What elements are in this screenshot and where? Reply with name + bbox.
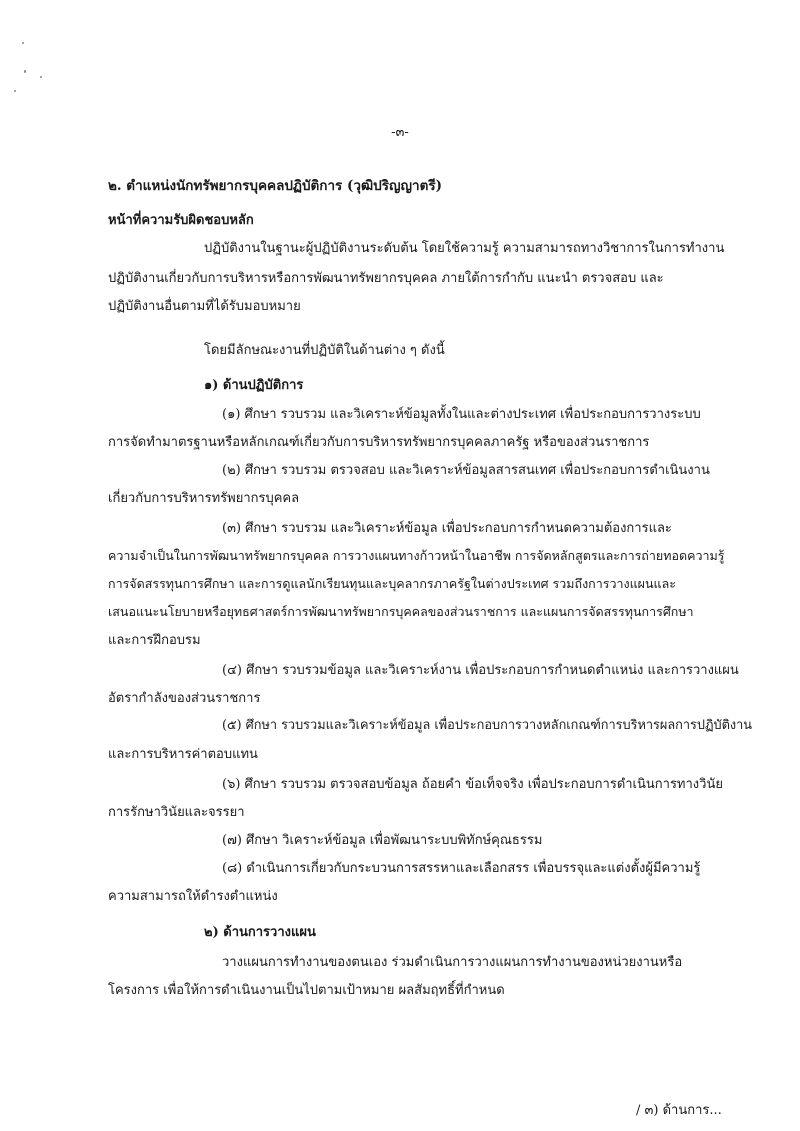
work-characteristics-lead: โดยมีลักษณะงานที่ปฏิบัติในด้านต่าง ๆ ดังนี้: [204, 343, 445, 358]
planning-text-cont: โครงการ เพื่อให้การดำเนินงานเป็นไปตามเป้าหมาย ผลสัมฤทธิ์ที่กำหนด: [108, 983, 505, 998]
position-heading: ๒. ตำแหน่งนักทรัพยากรบุคคลปฏิบัติการ (วุฒิปริญญาตรี): [108, 178, 442, 194]
intro-line: ปฏิบัติงานอื่นตามที่ได้รับมอบหมาย: [108, 299, 301, 314]
scan-speck: [22, 42, 24, 44]
operation-item-6: (๖) ศึกษา รวบรวม ตรวจสอบข้อมูล ถ้อยคำ ข้อเท็จจริง เพื่อประกอบการดำเนินการทางวินัย: [222, 777, 723, 792]
operation-item-8: (๘) ดำเนินการเกี่ยวกับกระบวนการสรรหาและเลือกสรร เพื่อบรรจุและแต่งตั้งผู้มีความรู้: [222, 861, 701, 876]
operation-item-2-cont: เกี่ยวกับการบริหารทรัพยากรบุคคล: [108, 491, 300, 506]
operation-item-3-cont: ความจำเป็นในการพัฒนาทรัพยากรบุคคล การวางแผนทางก้าวหน้าในอาชีพ การจัดหลักสูตรและการถ่ายทอดความรู้: [108, 548, 725, 563]
operation-item-2: (๒) ศึกษา รวบรวม ตรวจสอบ และวิเคราะห์ข้อมูลสารสนเทศ เพื่อประกอบการดำเนินงาน: [222, 463, 710, 478]
operation-item-8-cont: ความสามารถให้ดำรงตำแหน่ง: [108, 889, 278, 904]
operation-item-6-cont: การรักษาวินัยและจรรยา: [108, 805, 245, 820]
scan-speck: [14, 90, 16, 92]
operation-item-7: (๗) ศึกษา วิเคราะห์ข้อมูล เพื่อพัฒนาระบบพิทักษ์คุณธรรม: [222, 833, 543, 848]
scan-speck: [24, 70, 26, 73]
planning-text: วางแผนการทำงานของตนเอง ร่วมดำเนินการวางแผนการทำงานของหน่วยงานหรือ: [222, 955, 683, 970]
operation-item-3-cont: การจัดสรรทุนการศึกษา และการดูแลนักเรียนทุนและบุคลากรภาครัฐในต่างประเทศ รวมถึงการวางแผนและ: [108, 576, 676, 591]
responsibilities-heading: หน้าที่ความรับผิดชอบหลัก: [108, 213, 254, 228]
page-number: -๓-: [391, 125, 409, 140]
operation-item-1-cont: การจัดทำมาตรฐานหรือหลักเกณฑ์เกี่ยวกับการบริหารทรัพยากรบุคคลภาครัฐ หรือของส่วนราชการ: [108, 435, 650, 450]
operation-item-5-cont: และการบริหารค่าตอบแทน: [108, 747, 258, 762]
operation-item-1: (๑) ศึกษา รวบรวม และวิเคราะห์ข้อมูลทั้งในและต่างประเทศ เพื่อประกอบการวางระบบ: [222, 407, 701, 422]
intro-line: ปฏิบัติงานในฐานะผู้ปฏิบัติงานระดับต้น โดยใช้ความรู้ ความสามารถทางวิชาการในการทำงาน: [204, 241, 725, 256]
operation-item-3: (๓) ศึกษา รวบรวม และวิเคราะห์ข้อมูล เพื่อประกอบการกำหนดความต้องการและ: [222, 521, 672, 536]
scan-speck: [40, 76, 42, 78]
operation-item-4: (๔) ศึกษา รวบรวมข้อมูล และวิเคราะห์งาน เพื่อประกอบการกำหนดตำแหน่ง และการวางแผน: [222, 663, 739, 678]
continuation-marker: / ๓) ด้านการ...: [636, 1103, 722, 1118]
operation-item-5: (๕) ศึกษา รวบรวมและวิเคราะห์ข้อมูล เพื่อประกอบการวางหลักเกณฑ์การบริหารผลการปฏิบัติงาน: [222, 718, 753, 733]
operation-item-4-cont: อัตรากำลังของส่วนราชการ: [108, 691, 261, 706]
operation-item-3-cont: เสนอแนะนโยบายหรือยุทธศาสตร์การพัฒนาทรัพยากรบุคคลของส่วนราชการ และแผนการจัดสรรทุนการศึกษา: [108, 604, 694, 619]
operation-item-3-cont: และการฝึกอบรม: [108, 633, 201, 648]
intro-line: ปฏิบัติงานเกี่ยวกับการบริหารหรือการพัฒนาทรัพยากรบุคคล ภายใต้การกำกับ แนะนำ ตรวจสอบ และ: [108, 271, 664, 286]
section-operations-title: ๑) ด้านปฏิบัติการ: [204, 378, 304, 393]
section-planning-title: ๒) ด้านการวางแผน: [204, 925, 316, 940]
